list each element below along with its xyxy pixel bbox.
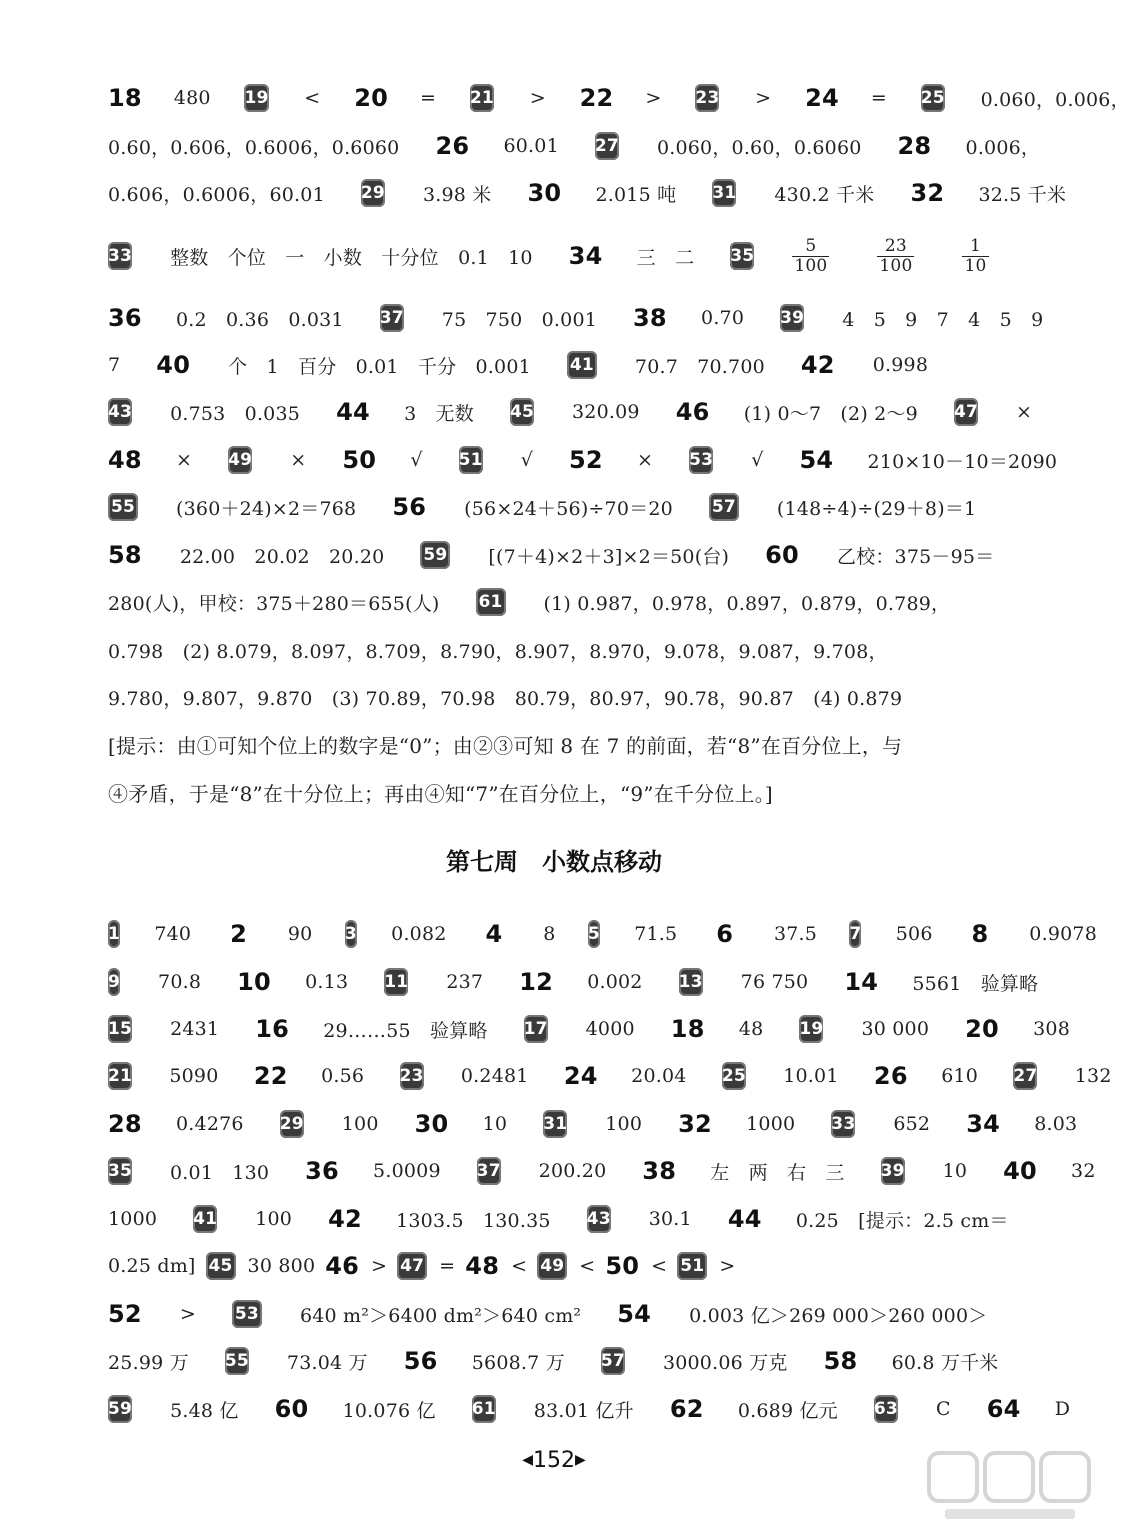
fraction — [962, 237, 988, 275]
question-number: 38 — [633, 304, 667, 332]
answer-text: 2.015 吨 — [595, 183, 677, 206]
answer-text: 个 1 百分 0.01 千分 0.001 — [228, 355, 531, 378]
fraction-denominator: 100 — [879, 255, 913, 276]
answer-text: 25.99 万 — [108, 1351, 189, 1374]
answer-text: 8.03 — [1034, 1113, 1078, 1135]
question-number: 56 — [403, 1347, 438, 1375]
question-number: 50 — [342, 446, 377, 474]
question-number: 52 — [569, 446, 603, 474]
answer-text: 30.1 — [648, 1208, 692, 1230]
question-number-boxed: 39 — [881, 1157, 905, 1185]
question-number: 48 — [465, 1252, 500, 1280]
answer-text: 640 m²＞6400 dm²＞640 cm² — [299, 1304, 582, 1327]
answer-text: 0.2481 — [460, 1065, 529, 1087]
answer-text: = — [439, 1255, 456, 1277]
question-number-boxed: 13 — [679, 968, 703, 996]
question-number: 42 — [328, 1205, 362, 1233]
question-number: 56 — [392, 493, 427, 521]
page-number: 152 — [533, 1448, 575, 1473]
answer-text: 1000 — [746, 1113, 796, 1135]
answer-text: 0.082 — [391, 923, 447, 945]
answer-text: 0.25 dm] — [108, 1255, 196, 1277]
answer-text: (360＋24)×2＝768 — [176, 497, 357, 520]
answer-text: 0.060，0.60，0.6060 — [656, 136, 862, 159]
question-number-boxed: 43 — [587, 1205, 611, 1233]
answer-text: 100 — [341, 1113, 379, 1135]
answer-text: 75 750 0.001 — [441, 308, 598, 331]
fraction — [792, 237, 829, 275]
answer-line — [108, 1104, 1078, 1144]
answer-line — [108, 1389, 1071, 1429]
answer-text: 70.7 70.700 — [634, 355, 765, 378]
answer-text: (148÷4)÷(29＋8)＝1 — [776, 497, 977, 520]
question-number: 34 — [966, 1110, 1001, 1138]
question-number: 18 — [108, 84, 142, 112]
answer-text: 76 750 — [740, 971, 809, 993]
question-number: 34 — [568, 242, 603, 270]
answer-line — [108, 962, 1039, 1002]
question-number: 24 — [805, 84, 839, 112]
answer-text: 320.09 — [572, 401, 640, 423]
answer-text: 7 — [108, 354, 121, 376]
question-number: 14 — [844, 968, 879, 996]
answer-text: × — [290, 449, 307, 471]
question-number-boxed: 61 — [472, 1395, 496, 1423]
question-number-boxed: 29 — [361, 179, 385, 207]
answer-text: √ — [751, 449, 764, 471]
question-number-boxed: 33 — [831, 1110, 855, 1138]
question-number: 44 — [336, 398, 370, 426]
answer-line — [108, 126, 1041, 166]
answer-line — [108, 1294, 1008, 1334]
question-number-boxed: 3 — [345, 920, 357, 948]
question-number-boxed: 9 — [108, 968, 120, 996]
answer-line — [108, 440, 1058, 480]
answer-line — [108, 1056, 1112, 1096]
question-number-boxed: 19 — [244, 84, 268, 112]
answer-text: 0.4276 — [176, 1113, 244, 1135]
question-number: 60 — [274, 1395, 309, 1423]
question-number-boxed: 57 — [709, 493, 739, 521]
answer-text: 0.01 130 — [170, 1161, 270, 1184]
question-number-boxed: 11 — [384, 968, 408, 996]
answer-text: × — [637, 449, 654, 471]
answer-text: 60.8 万千米 — [891, 1351, 999, 1374]
answer-line — [108, 724, 1008, 764]
answer-text: > — [719, 1255, 736, 1277]
answer-text: 10.01 — [783, 1065, 839, 1087]
page-arrow-right-icon: ▶ — [575, 1452, 586, 1468]
answer-line — [108, 772, 1008, 812]
question-number: 26 — [873, 1062, 908, 1090]
answer-text: 3.98 米 — [422, 183, 492, 206]
answer-text: D — [1054, 1398, 1071, 1420]
answer-line — [108, 1151, 1096, 1191]
fraction-numerator: 1 — [969, 235, 981, 256]
question-number: 4 — [485, 920, 503, 948]
question-number-boxed: 55 — [108, 493, 138, 521]
answer-line — [108, 630, 1008, 670]
hint-text: [提示：由①可知个位上的数字是“0”；由②③可知 8 在 7 的前面，若“8”在百分位上，与 — [108, 733, 903, 758]
answer-text: = — [870, 87, 887, 109]
question-number-boxed: 29 — [280, 1110, 304, 1138]
question-number-boxed: 21 — [470, 84, 494, 112]
answer-text: 83.01 亿升 — [533, 1399, 634, 1422]
fraction-numerator: 23 — [884, 235, 907, 256]
answer-text: 5090 — [169, 1065, 219, 1087]
answer-text: 10 — [942, 1160, 968, 1182]
answer-text: 3000.06 万克 — [662, 1351, 788, 1374]
question-number-boxed: 41 — [567, 351, 597, 379]
answer-text: [(7＋4)×2＋3]×2＝50(台) — [488, 545, 730, 568]
question-number-boxed: 35 — [108, 1157, 132, 1185]
question-number-boxed: 35 — [730, 242, 754, 270]
question-number: 32 — [678, 1110, 712, 1138]
answer-text: > — [179, 1303, 196, 1325]
question-number-boxed: 51 — [459, 446, 483, 474]
answer-text: 0.25 [提示：2.5 cm＝ — [795, 1209, 1009, 1232]
question-number: 58 — [823, 1347, 858, 1375]
answer-text: 0.13 — [305, 971, 349, 993]
question-number: 36 — [305, 1157, 339, 1185]
question-number: 36 — [108, 304, 142, 332]
question-number-boxed: 45 — [510, 398, 534, 426]
answer-line — [108, 173, 1067, 213]
answer-text: 8 — [543, 923, 556, 945]
answer-text: 5.48 亿 — [170, 1399, 239, 1422]
answer-text: 70.8 — [158, 971, 202, 993]
answer-text: 32.5 千米 — [978, 183, 1067, 206]
answer-text: < — [579, 1255, 596, 1277]
answer-text: (1) 0～7 (2) 2～9 — [743, 402, 918, 425]
question-number: 26 — [435, 132, 470, 160]
answer-text: < — [651, 1255, 668, 1277]
question-number: 64 — [986, 1395, 1021, 1423]
question-number-boxed: 51 — [677, 1252, 707, 1280]
answer-text: √ — [520, 449, 533, 471]
question-number: 6 — [716, 920, 734, 948]
answer-line — [108, 1199, 1008, 1239]
question-number-boxed: 27 — [595, 132, 619, 160]
question-number-boxed: 45 — [206, 1252, 236, 1280]
answer-text: 740 — [154, 923, 192, 945]
question-number-boxed: 15 — [108, 1015, 132, 1043]
question-number-boxed: 7 — [849, 920, 861, 948]
answer-text: 乙校：375－95＝ — [836, 545, 995, 568]
question-number: 22 — [253, 1062, 288, 1090]
answer-text: 210×10－10＝2090 — [867, 450, 1058, 473]
question-number-boxed: 61 — [476, 588, 506, 616]
answer-line — [108, 1009, 1070, 1049]
answer-line — [108, 1341, 1008, 1381]
question-number: 40 — [1003, 1157, 1037, 1185]
answer-text: 1303.5 130.35 — [396, 1209, 551, 1232]
answer-text: × — [176, 449, 193, 471]
answer-text: × — [1016, 401, 1033, 423]
question-number-boxed: 25 — [722, 1062, 746, 1090]
question-number: 48 — [108, 446, 142, 474]
question-number-boxed: 57 — [601, 1347, 625, 1375]
answer-text: 5.0009 — [373, 1160, 441, 1182]
page-arrow-left-icon: ◀ — [522, 1452, 533, 1468]
answer-text: 29……55 验算略 — [323, 1019, 488, 1042]
question-number-boxed: 41 — [193, 1205, 217, 1233]
answer-line — [108, 582, 1008, 622]
answer-line — [108, 487, 1008, 527]
answer-text: > — [645, 87, 662, 109]
question-number-boxed: 49 — [228, 446, 252, 474]
question-number: 52 — [108, 1300, 142, 1328]
answer-text: > — [371, 1255, 388, 1277]
answer-text: 0.798 (2) 8.079，8.097，8.709，8.790，8.907，8.970，9.078，9.087，9.708， — [108, 640, 888, 663]
answer-text: 237 — [446, 971, 484, 993]
answer-text: 10 — [482, 1113, 508, 1135]
section-heading: 第七周 小数点移动 — [446, 848, 662, 876]
question-number: 32 — [910, 179, 945, 207]
answer-line — [108, 914, 1097, 954]
question-number-boxed: 55 — [225, 1347, 249, 1375]
question-number-boxed: 47 — [954, 398, 978, 426]
answer-text: < — [511, 1255, 528, 1277]
question-number: 20 — [354, 84, 388, 112]
fraction-numerator: 5 — [805, 235, 817, 256]
question-number-boxed: 5 — [588, 920, 600, 948]
answer-text: 0.060，0.006， — [980, 88, 1130, 111]
question-number: 20 — [965, 1015, 999, 1043]
answer-text: = — [419, 87, 437, 109]
question-number-boxed: 39 — [780, 304, 804, 332]
answer-text: 132 — [1074, 1065, 1112, 1087]
question-number: 54 — [799, 446, 834, 474]
answer-text: 506 — [895, 923, 933, 945]
answer-text: 0.003 亿＞269 000＞260 000＞ — [689, 1304, 988, 1327]
question-number-boxed: 31 — [712, 179, 736, 207]
question-number: 50 — [605, 1252, 640, 1280]
answer-text: 22.00 20.02 20.20 — [179, 545, 385, 568]
question-number-boxed: 43 — [108, 398, 132, 426]
fraction-denominator: 100 — [794, 255, 828, 276]
question-number: 28 — [897, 132, 932, 160]
answer-text: 0.006， — [965, 136, 1041, 159]
question-number-boxed: 53 — [232, 1300, 262, 1328]
question-number: 42 — [800, 351, 835, 379]
answer-text: (1) 0.987，0.978，0.897，0.879，0.789， — [543, 592, 951, 615]
question-number-boxed: 31 — [543, 1110, 567, 1138]
answer-text: 9.780，9.807，9.870 (3) 70.89，70.98 80.79，80.97，90.78，90.87 (4) 0.879 — [108, 687, 903, 710]
answer-text: > — [529, 87, 546, 109]
answer-text: 30 800 — [247, 1255, 316, 1277]
answer-text: 0.689 亿元 — [737, 1399, 838, 1422]
question-number: 58 — [108, 541, 142, 569]
answer-text: 5608.7 万 — [471, 1351, 565, 1374]
answer-text: 90 — [287, 923, 313, 945]
question-number: 22 — [579, 84, 614, 112]
answer-line — [108, 78, 1130, 118]
answer-text: 0.753 0.035 — [170, 402, 301, 425]
answer-text: 1000 — [108, 1208, 158, 1230]
answer-text: 652 — [893, 1113, 931, 1135]
question-number: 12 — [519, 968, 553, 996]
answer-line — [108, 1246, 1008, 1286]
answer-text: 10.076 亿 — [342, 1399, 436, 1422]
question-number: 30 — [527, 179, 562, 207]
answer-text: 整数 个位 一 小数 十分位 0.1 10 — [170, 246, 533, 269]
answer-line — [108, 298, 1044, 338]
watermark-logo-icon — [925, 1445, 1095, 1525]
answer-text: 4000 — [585, 1018, 635, 1040]
question-number-boxed: 37 — [380, 304, 404, 332]
question-number-boxed: 53 — [689, 446, 713, 474]
answer-text: 32 — [1071, 1160, 1096, 1182]
question-number: 10 — [237, 968, 271, 996]
question-number: 18 — [670, 1015, 705, 1043]
answer-text: 60.01 — [503, 135, 559, 157]
question-number: 46 — [325, 1252, 360, 1280]
question-number-boxed: 1 — [108, 920, 120, 948]
question-number-boxed: 19 — [799, 1015, 823, 1043]
answer-text: 430.2 千米 — [774, 183, 875, 206]
question-number: 30 — [414, 1110, 449, 1138]
answer-text: 三 二 — [636, 246, 695, 269]
answer-text: 37.5 — [773, 923, 818, 945]
question-number: 24 — [563, 1062, 598, 1090]
question-number: 62 — [669, 1395, 704, 1423]
answer-text: 0.606，0.6006，60.01 — [108, 183, 325, 206]
hint-text: ④矛盾，于是“8”在十分位上；再由④知“7”在百分位上，“9”在千分位上。] — [108, 781, 773, 806]
answer-text: 0.9078 — [1029, 923, 1097, 945]
answer-text: 3 无数 — [404, 402, 474, 425]
answer-text: 4 5 9 7 4 5 9 — [842, 308, 1044, 331]
answer-text: 30 000 — [861, 1018, 930, 1040]
question-number: 2 — [230, 920, 248, 948]
answer-text: C — [935, 1398, 951, 1420]
question-number: 60 — [765, 541, 799, 569]
answer-text: √ — [410, 449, 423, 471]
question-number-boxed: 37 — [477, 1157, 501, 1185]
question-number: 38 — [642, 1157, 677, 1185]
answer-text: 5561 验算略 — [912, 972, 1039, 995]
question-number-boxed: 59 — [108, 1395, 132, 1423]
answer-text: 2431 — [170, 1018, 220, 1040]
answer-text: 0.002 — [587, 971, 643, 993]
question-number: 28 — [108, 1110, 142, 1138]
answer-text: 200.20 — [538, 1160, 607, 1182]
question-number-boxed: 63 — [874, 1395, 898, 1423]
answer-text: 20.04 — [631, 1065, 687, 1087]
answer-text: 0.2 0.36 0.031 — [176, 308, 344, 331]
question-number-boxed: 25 — [921, 84, 945, 112]
question-number-boxed: 17 — [524, 1015, 548, 1043]
answer-text: 71.5 — [634, 923, 678, 945]
answer-text: 280(人)，甲校：375＋280＝655(人) — [108, 592, 440, 615]
question-number-boxed: 27 — [1013, 1062, 1037, 1090]
question-number: 8 — [971, 920, 989, 948]
question-number-boxed: 49 — [537, 1252, 567, 1280]
question-number-boxed: 33 — [108, 242, 132, 270]
answer-text: 0.998 — [872, 354, 929, 376]
answer-text: 610 — [941, 1065, 979, 1087]
question-number-boxed: 23 — [400, 1062, 424, 1090]
question-number: 40 — [156, 351, 191, 379]
answer-line — [108, 535, 1008, 575]
answer-text: 480 — [173, 87, 211, 109]
answer-text: 48 — [738, 1018, 764, 1040]
answer-line — [108, 345, 1008, 385]
fraction-denominator: 10 — [964, 255, 987, 276]
answer-line — [108, 677, 1008, 717]
question-number-boxed: 23 — [695, 84, 719, 112]
answer-text: 0.60，0.606，0.6006，0.6060 — [108, 136, 400, 159]
question-number-boxed: 47 — [397, 1252, 427, 1280]
answer-text: 0.56 — [321, 1065, 365, 1087]
answer-text: 308 — [1033, 1018, 1070, 1040]
answer-line — [108, 392, 1033, 432]
answer-text: 100 — [605, 1113, 643, 1135]
fraction — [877, 237, 914, 275]
question-number-boxed: 59 — [420, 541, 450, 569]
answer-text: 0.70 — [701, 307, 745, 329]
answer-line — [108, 236, 1008, 276]
answer-text: < — [304, 87, 321, 109]
question-number: 44 — [727, 1205, 762, 1233]
answer-text: 100 — [255, 1208, 293, 1230]
question-number: 46 — [675, 398, 710, 426]
answer-text: (56×24＋56)÷70＝20 — [464, 497, 673, 520]
answer-text: > — [755, 87, 772, 109]
answer-text: 左 两 右 三 — [710, 1161, 845, 1184]
question-number: 16 — [255, 1015, 290, 1043]
question-number: 54 — [617, 1300, 652, 1328]
answer-text: 73.04 万 — [286, 1351, 368, 1374]
question-number-boxed: 21 — [108, 1062, 132, 1090]
